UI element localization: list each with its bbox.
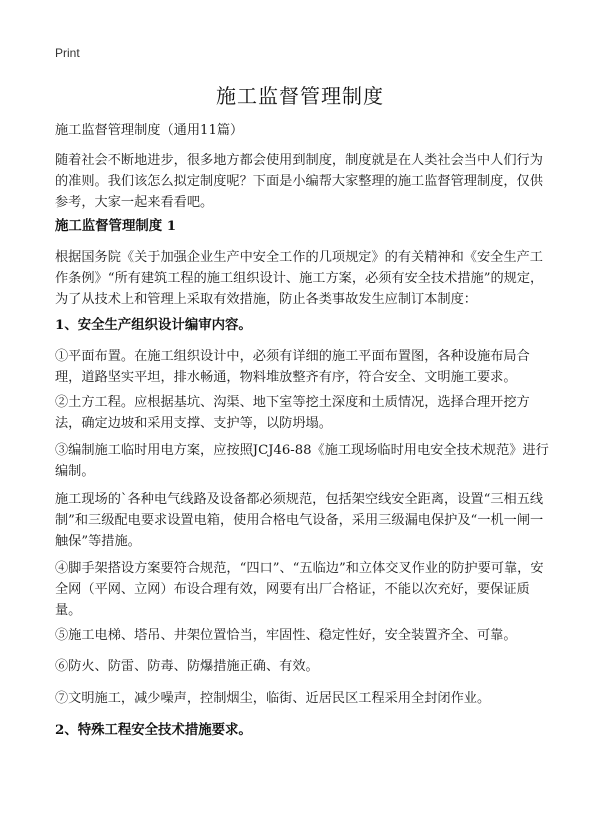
point2-heading: 2、特殊工程安全技术措施要求。 [55, 722, 252, 738]
item-civilized-construction: ⑦文明施工，减少噪声，控制烟尘，临街、近居民区工程采用全封闭作业。 [55, 691, 491, 706]
document-title: 施工监督管理制度 [216, 84, 384, 108]
item-earthwork: ②土方工程。应根据基坑、沟渠、地下室等挖土深度和土质情况，选择合理开挖方法，确定边坡和采用支撑、支护等，以防坍塌。 [55, 395, 530, 431]
section-intro-paragraph: 根据国务院《关于加强企业生产中安全工作的几项规定》的有关精神和《安全生产工作条例》“所有建筑工程的施工组织设计、施工方案，必须有安全技术措施”的规定，为了从技术上和管理上采取有效措施，防止各类事故发生应制订本制度： [55, 250, 544, 307]
item-fire-protection: ⑥防火、防雷、防毒、防爆措施正确、有效。 [55, 659, 319, 674]
item-elevators-cranes: ⑤施工电梯、塔吊、井架位置恰当，牢固性、稳定性好，安全装置齐全、可靠。 [55, 628, 517, 643]
document-subtitle: 施工监督管理制度（通用11篇） [55, 123, 244, 138]
section-heading: 施工监督管理制度 1 [55, 218, 177, 234]
item-scaffolding: ④脚手架搭设方案要符合规范，“四口”、“五临边”和立体交叉作业的防护要可靠，安全网（平网、立网）布设合理有效，网要有出厂合格证，不能以次充好，要保证质量。 [55, 561, 544, 618]
item-temporary-power: ③编制施工临时用电方案，应按照JCJ46-88《施工现场临时用电安全技术规范》进行编制。 [55, 443, 549, 479]
intro-paragraph: 随着社会不断地进步，很多地方都会使用到制度，制度就是在人类社会当中人们行为的准则。我们该怎么拟定制度呢？下面是小编帮大家整理的施工监督管理制度，仅供参考，大家一起来看看吧。 [55, 153, 543, 210]
item-plan-layout: ①平面布置。在施工组织设计中，必须有详细的施工平面布置图，各种设施布局合理，道路坚实平坦，排水畅通，物料堆放整齐有序，符合安全、文明施工要求。 [55, 349, 530, 385]
point1-heading: 1、安全生产组织设计编审内容。 [55, 317, 252, 333]
item-electrical-lines: 施工现场的`各种电气线路及设备都必须规范，包括架空线安全距离，设置“三相五线制”和三级配电要求设置电箱，使用合格电气设备，采用三级漏电保护及“一机一闸一触保”等措施。 [55, 492, 544, 549]
print-label: Print [55, 46, 80, 60]
